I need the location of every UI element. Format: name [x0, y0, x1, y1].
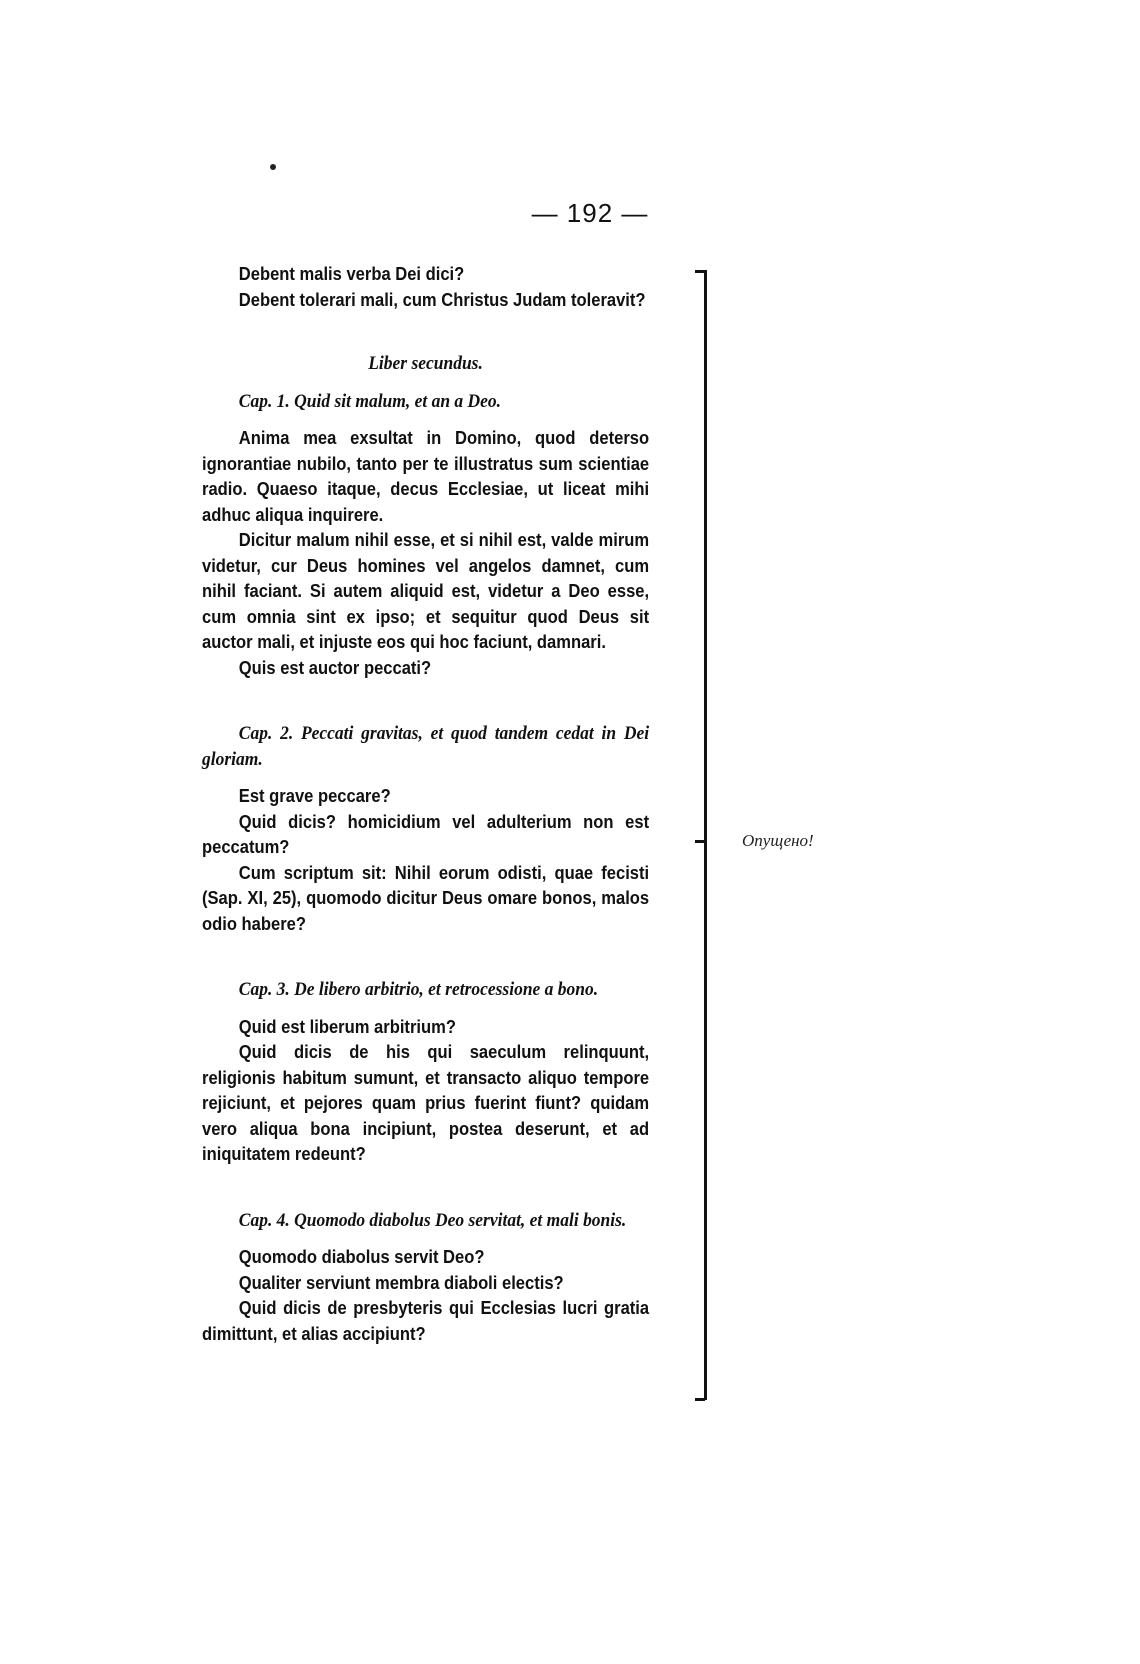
paragraph: Dicitur malum nihil esse, et si nihil est, valde mirum videtur, cur Deus homines vel angelos damnet, cum nihil faciant. Si autem aliquid est, videtur a Deo esse, cum omnia sint ex ipso; et sequitur quod Deus sit auctor mali, et injuste eos qui hoc faciunt, damnari. — [202, 530, 650, 652]
paragraph: Quid dicis de his qui saeculum relinquunt, religionis habitum sumunt, et transacto aliquo tempore rejiciunt, et pejores quam prius fuerint fiunt? quidam vero aliqua bona incipiunt, postea deserunt, et ad iniquitatem redeunt? — [202, 1042, 650, 1164]
chapter-heading-4: Cap. 4. Quomodo diabolus Deo servitat, et mali bonis. — [238, 1209, 627, 1231]
question-line: Debent malis verba Dei dici? — [238, 264, 465, 284]
book-title: Liber secundus. — [368, 353, 483, 374]
paragraph: Quomodo diabolus servit Deo? — [238, 1247, 485, 1267]
paragraph: Quis est auctor peccati? — [238, 657, 432, 678]
paragraph: Quid dicis? homicidium vel adulterium non est peccatum? — [202, 811, 650, 857]
paragraph: Quid est liberum arbitrium? — [238, 1016, 456, 1037]
chapter-heading-2: Cap. 2. Peccati gravitas, et quod tandem cedat in Dei gloriam. — [202, 723, 650, 770]
margin-bracket — [700, 270, 707, 1400]
paragraph: Est grave peccare? — [238, 786, 391, 806]
bracket-bottom-tick — [695, 1398, 705, 1401]
chapter-heading-3: Cap. 3. De libero arbitrio, et retrocessione a bono. — [238, 979, 599, 1000]
margin-note: Опущено! — [742, 831, 814, 850]
text-column — [202, 262, 649, 1347]
bracket-middle-tick — [695, 840, 705, 843]
question-line: Debent tolerari mali, cum Christus Judam toleravit? — [238, 289, 646, 310]
bracket-top-tick — [695, 270, 705, 273]
paragraph: Quid dicis de presbyteris qui Ecclesias lucri gratia dimittunt, et alias accipiunt? — [202, 1298, 650, 1344]
stray-ink-dot — [270, 164, 276, 170]
paragraph: Qualiter serviunt membra diaboli electis? — [238, 1272, 564, 1293]
paragraph: Anima mea exsultat in Domino, quod deterso ignorantiae nubilo, tanto per te illustratus sum scientiae radio. Quaeso itaque, decus Ecclesiae, ut liceat mihi adhuc aliqua inquirere. — [202, 428, 650, 525]
paragraph: Cum scriptum sit: Nihil eorum odisti, quae fecisti (Sap. XI, 25), quomodo dicitur Deus omare bonos, malos odio habere? — [202, 862, 650, 934]
chapter-heading-1: Cap. 1. Quid sit malum, et an a Deo. — [238, 390, 502, 412]
page-number: — 192 — — [531, 198, 649, 228]
